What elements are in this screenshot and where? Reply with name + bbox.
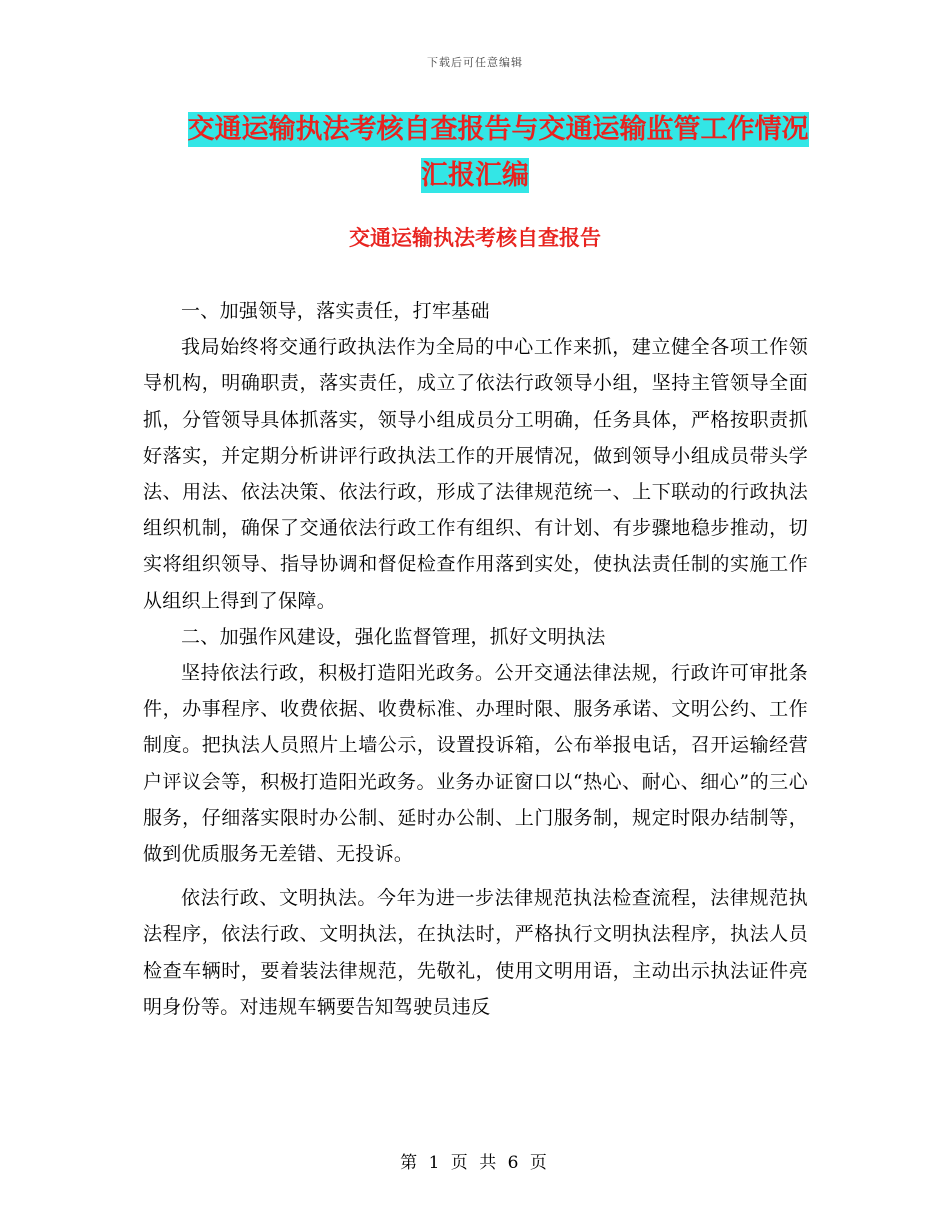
document-title-line-1 [0, 108, 950, 152]
document-title-line-2 [0, 154, 950, 198]
document-title-text-2: 汇报汇编 [421, 160, 529, 191]
page-header-note: 下载后可任意编辑 [427, 56, 523, 69]
page-number: 第 1 页 共 6 页 [400, 1153, 550, 1173]
document-title-text-1: 交通运输执法考核自查报告与交通运输监管工作情况 [187, 114, 809, 145]
heading-1: 一、加强领导，落实责任，打牢基础 [181, 300, 490, 322]
document-body [143, 293, 808, 1025]
paragraph: 坚持依法行政，积极打造阳光政务。公开交通法律法规，行政许可审批条件，办事程序、收费依据、收费标准、办理时限、服务承诺、文明公约、工作制度。把执法人员照片上墙公示，设置投诉箱，公布举报电话，召开运输经营户评议会等，积极打造阳光政务。业务办证窗口以“热心、耐心、细心”的三心服务，仔细落实限时办公制、延时办公制、上门服务制，规定时限办结制等，做到优质服务无差错、无投诉。 [143, 662, 808, 866]
paragraph: 我局始终将交通行政执法作为全局的中心工作来抓，建立健全各项工作领导机构，明确职责，落实责任，成立了依法行政领导小组，坚持主管领导全面抓，分管领导具体抓落实，领导小组成员分工明确，任务具体，严格按职责抓好落实，并定期分析讲评行政执法工作的开展情况，做到领导小组成员带头学法、用法、依法决策、依法行政，形成了法律规范统一、上下联动的行政执法组织机制，确保了交通依法行政工作有组织、有计划、有步骤地稳步推动，切实将组织领导、指导协调和督促检查作用落到实处，使执法责任制的实施工作从组织上得到了保障。 [143, 336, 808, 612]
section-title: 交通运输执法考核自查报告 [349, 226, 601, 250]
paragraph: 依法行政、文明执法。今年为进一步法律规范执法检查流程，法律规范执法程序，依法行政、文明执法，在执法时，严格执行文明执法程序，执法人员检查车辆时，要着装法律规范，先敬礼，使用文明用语，主动出示执法证件亮明身份等。对违规车辆要告知驾驶员违反 [143, 887, 808, 1018]
heading-2: 二、加强作风建设，强化监督管理，抓好文明执法 [181, 625, 606, 648]
